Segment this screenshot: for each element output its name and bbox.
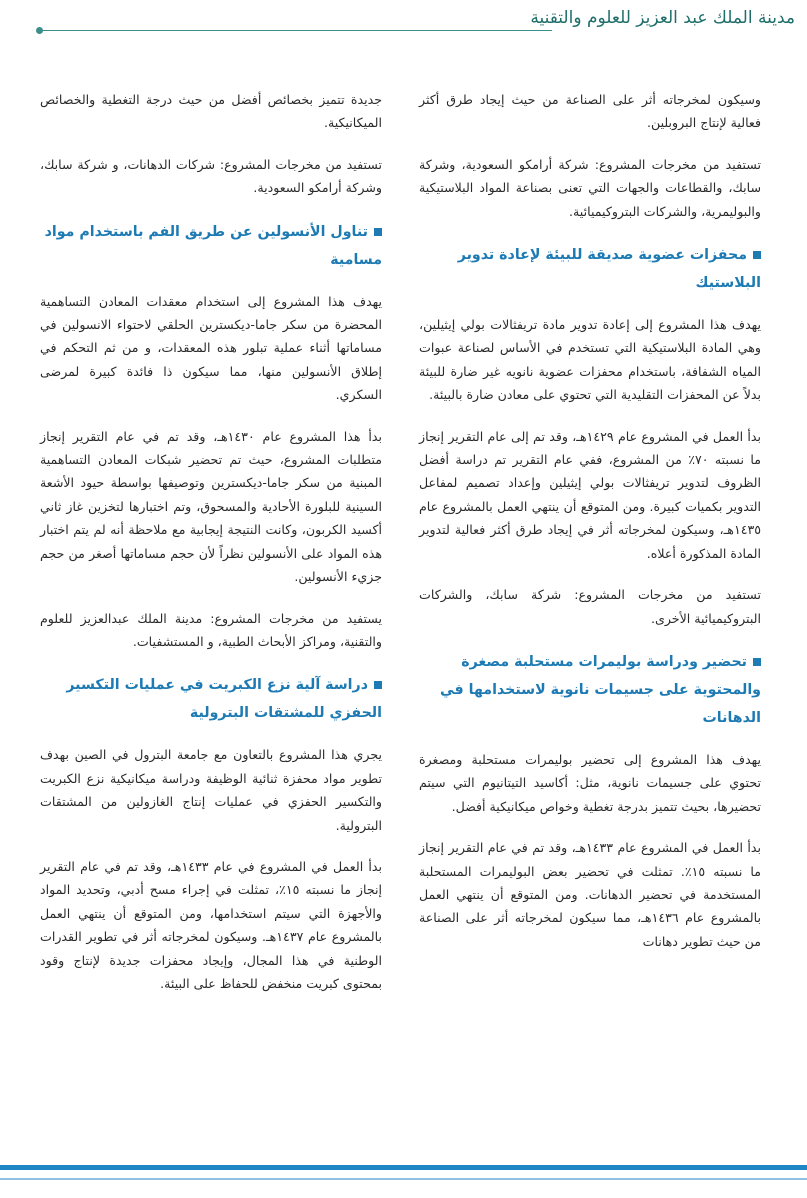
section-heading-text: تناول الأنسولين عن طريق الفم باستخدام مواد مسامية (44, 223, 382, 268)
paragraph: بدأ العمل في المشروع عام ١٤٢٩هـ، وقد تم إلى عام التقرير إنجاز ما نسبته ٧٠٪ من المشروع، ففي عام التقرير تم دراسة أفضل الظروف لتدوير تريفثالات بولي إيثيلين وإعداد تصميم لمفاعل التدوير بكميات كبيرة. ومن المتوقع أن ينتهي العمل بالمشروع عام ١٤٣٥هـ، وسيكون لمخرجاته أثر في إيجاد طرق أكثر فعالية لتدوير المادة المذكورة أعلاه. (419, 428, 761, 561)
footer-bar (0, 1165, 807, 1170)
paragraph: يستفيد من مخرجات المشروع: مدينة الملك عبدالعزيز للعلوم والتقنية، ومراكز الأبحاث الطبية، و المستشفيات. (40, 610, 382, 649)
paragraph: يهدف هذا المشروع إلى تحضير بوليمرات مستحلبة ومصغرة تحتوي على جسيمات نانوية، مثل: أكاسيد التيتانيوم التي سيتم تحضيرها، بحيث تتميز بدرجة تغطية وخواص ميكانيكية أفضل. (419, 751, 761, 814)
section-heading-text: تحضير ودراسة بوليمرات مستحلبة مصغرة والمحتوية على جسيمات نانوية لاستخدامها في الدهانات (440, 653, 761, 726)
square-bullet-icon (374, 228, 382, 236)
paragraph: تستفيد من مخرجات المشروع: شركات الدهانات، و شركة سابك، وشركة أرامكو السعودية. (40, 156, 382, 196)
paragraph: بدأ هذا المشروع عام ١٤٣٠هـ، وقد تم في عام التقرير إنجاز متطلبات المشروع، حيث تم تحضير شبكات المعادن التساهمية المبنية من سكر جاما-ديكسترين وتوصيفها بواسطة حيود الأشعة السينية للبلورة الأحادية والمسحوق، وتم اختبارها لتخزين غاز ثاني أكسيد الكربون، وكانت النتيجة إيجابية مع ملاحظة أنه لم يتم اختبار هذه المواد على الأنسولين نظراً لأن حجم مساماتها أصغر من حجم جزيء الأنسولين. (40, 428, 382, 585)
paragraph: يهدف هذا المشروع إلى استخدام معقدات المعادن التساهمية المحضرة من سكر جاما-ديكسترين الحلقي لاحتواء الانسولين في مساماتها أثناء عملية تبلور هذه المعقدات، و من ثم التحكم في إطلاق الأنسولين منها، مما سيكون ذا فائدة كبيرة لمرضى السكري. (40, 293, 382, 403)
paragraph: تستفيد من مخرجات المشروع: شركة سابك، والشركات البتروكيميائية الأخرى. (419, 587, 761, 626)
section-heading-text: دراسة آلية نزع الكبريت في عمليات التكسير الحفزي للمشتقات البترولية (66, 677, 382, 722)
paragraph: جديدة تتميز بخصائص أفضل من حيث درجة التغطية والخصائص الميكانيكية. (40, 92, 382, 131)
section-heading-text: محفزات عضوية صديقة للبيئة لإعادة تدوير البلاستيك (457, 247, 761, 292)
header-rule-end-dot (36, 27, 43, 34)
section-heading (40, 218, 382, 274)
paragraph: وسيكون لمخرجاته أثر على الصناعة من حيث إيجاد طرق أكثر فعالية لإنتاج البروبلين. (419, 92, 761, 131)
square-bullet-icon (753, 658, 761, 666)
section-heading (40, 671, 382, 727)
right-column (419, 88, 761, 971)
left-column (40, 88, 382, 1013)
paragraph: بدأ العمل في المشروع في عام ١٤٣٣هـ، وقد تم في عام التقرير إنجاز ما نسبته ١٥٪، تمثلت في إجراء مسح أدبي، وتحديد المواد والأجهزة التي سيتم استخدامها، ومن المتوقع أن ينتهي العمل بالمشروع عام ١٤٣٧هـ. وسيكون لمخرجاته أثر في تطوير القدرات الوطنية في هذا المجال، وإيجاد محفزات جديدة لإنتاج وقود بمحتوى كبريت منخفض للحفاظ على البيئة. (40, 858, 382, 991)
paragraph: يهدف هذا المشروع إلى إعادة تدوير مادة تريفثالات بولي إيثيلين، وهي المادة البلاستيكية التي تستخدم في الأساس لصناعة عبوات المياه الشفافة، باستخدام محفزات عضوية نانويه غير ضارة للبيئة بدلاً عن المحفزات التقليدية التي تحتوي على معادن ضارة بالبيئة. (419, 317, 761, 403)
page-header (0, 0, 807, 40)
section-heading (419, 241, 761, 297)
square-bullet-icon (753, 251, 761, 259)
section-heading (419, 648, 761, 732)
square-bullet-icon (374, 681, 382, 689)
footer-line (0, 1178, 807, 1180)
paragraph: بدأ العمل في المشروع عام ١٤٣٣هـ، وقد تم في عام التقرير إنجاز ما نسبته ١٥٪. تمثلت في تحضير بعض البوليمرات المستحلبة المستخدمة في تحضير الدهانات. ومن المتوقع أن ينتهي العمل بالمشروع عام ١٤٣٦هـ، مما سيكون لمخرجاته أثر على الصناعة من حيث تطوير دهانات (419, 840, 761, 949)
paragraph: تستفيد من مخرجات المشروع: شركة أرامكو السعودية، وشركة سابك، والقطاعات والجهات التي تعنى بصناعة المواد البلاستيكية والبوليمرية، والشركات البتروكيميائية. (419, 156, 761, 219)
header-rule (40, 30, 552, 31)
header-title: مدينة الملك عبد العزيز للعلوم والتقنية (530, 8, 795, 28)
paragraph: يجري هذا المشروع بالتعاون مع جامعة البترول في الصين بهدف تطوير مواد محفزة ثنائية الوظيفة ودراسة ميكانيكية نزع الكبريت والتكسير الحفزي في عمليات إنتاج الغازولين من المشتقات البترولية. (40, 747, 382, 833)
